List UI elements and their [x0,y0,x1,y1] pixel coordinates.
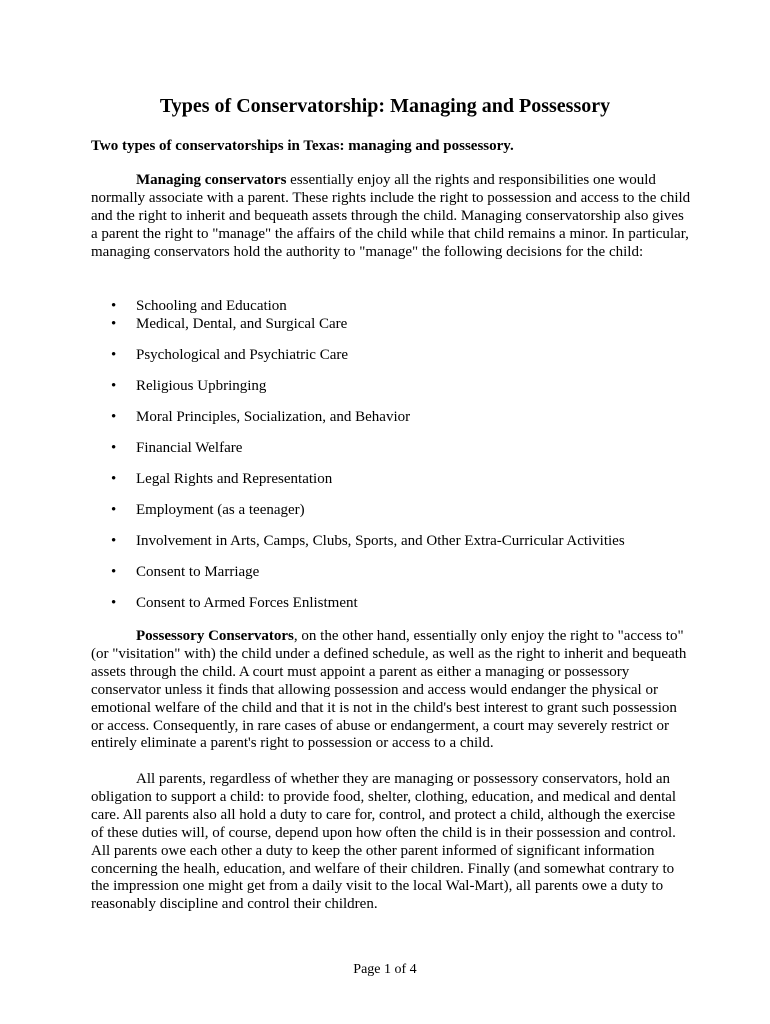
decision-label: Involvement in Arts, Camps, Clubs, Sports, and Other Extra-Curricular Activities [136,533,625,549]
decision-list-item [91,501,691,519]
bullet-icon: • [111,440,117,456]
decision-label: Employment (as a teenager) [136,502,305,518]
managing-conservators-text: essentially enjoy all the rights and responsibilities one would normally associate with a parent. These rights include the right to possession and access to the child and the right to inherit and bequeath assets through the child. Managing conservatorship also gives a parent the right to "manage" the affairs of the child while that child remains a minor. In particular, managing conservators hold the authority to "manage" the following decisions for the child: [91,172,691,260]
decisions-list [91,297,691,612]
decision-label: Medical, Dental, and Surgical Care [136,316,348,332]
managing-conservators-lead: Managing conservators [136,172,287,188]
decision-list-item [91,377,691,395]
decision-label: Schooling and Education [136,298,287,314]
bullet-icon: • [111,595,117,611]
bullet-icon: • [111,378,117,394]
decision-list-item [91,594,691,612]
managing-conservators-paragraph [91,172,691,262]
decision-label: Consent to Marriage [136,564,260,580]
bullet-icon: • [111,564,117,580]
page-number-footer: Page 1 of 4 [353,962,417,977]
decision-list-item [91,532,691,550]
decision-label: Moral Principles, Socialization, and Behavior [136,409,411,425]
page-title: Types of Conservatorship: Managing and Possessory [159,95,611,117]
possessory-conservators-paragraph [91,628,691,753]
decision-list-item [91,439,691,457]
decision-list-item [91,297,691,315]
decision-list-item [91,315,691,333]
bullet-icon: • [111,347,117,363]
bullet-icon: • [111,316,117,332]
bullet-icon: • [111,533,117,549]
decision-list-item [91,408,691,426]
decision-list-item [91,470,691,488]
possessory-conservators-lead: Possessory Conservators [136,628,294,644]
possessory-conservators-text: , on the other hand, essentially only enjoy the right to "access to" (or "visitation" with) the child under a defined schedule, as well as the right to inherit and bequeath assets through the child. A court must appoint a parent as either a managing or possessory conservator unless it finds that allowing possession and access would endanger the physical or emotional welfare of the child and that it is not in the child's best interest to grant such possession or access. Consequently, in rare cases of abuse or endangerment, a court may severely restrict or entirely eliminate a parent's right to possession or access to a child. [91,628,687,752]
bullet-icon: • [111,502,117,518]
bullet-icon: • [111,471,117,487]
decision-label: Religious Upbringing [136,378,267,394]
decision-list-item [91,346,691,364]
bullet-icon: • [111,298,117,314]
parents-obligations-paragraph: All parents, regardless of whether they are managing or possessory conservators, hold an obligation to support a child: to provide food, shelter, clothing, education, and medical and dental care. All parents also all hold a duty to care for, control, and protect a child, although the exercise of these duties will, of course, depend upon how often the child is in their possession and control. All parents owe each other a duty to keep the other parent informed of significant information concerning the healh, education, and welfare of their children. Finally (and somewhat contrary to the impression one might get from a daily visit to the local Wal-Mart), all parents owe a duty to reasonably discipline and control their children. [91,771,677,913]
bullet-icon: • [111,409,117,425]
decision-list-item [91,563,691,581]
decision-label: Legal Rights and Representation [136,471,333,487]
subheading: Two types of conservatorships in Texas: managing and possessory. [91,138,514,154]
decision-label: Psychological and Psychiatric Care [136,347,349,363]
decision-label: Financial Welfare [136,440,243,456]
decision-label: Consent to Armed Forces Enlistment [136,595,358,611]
